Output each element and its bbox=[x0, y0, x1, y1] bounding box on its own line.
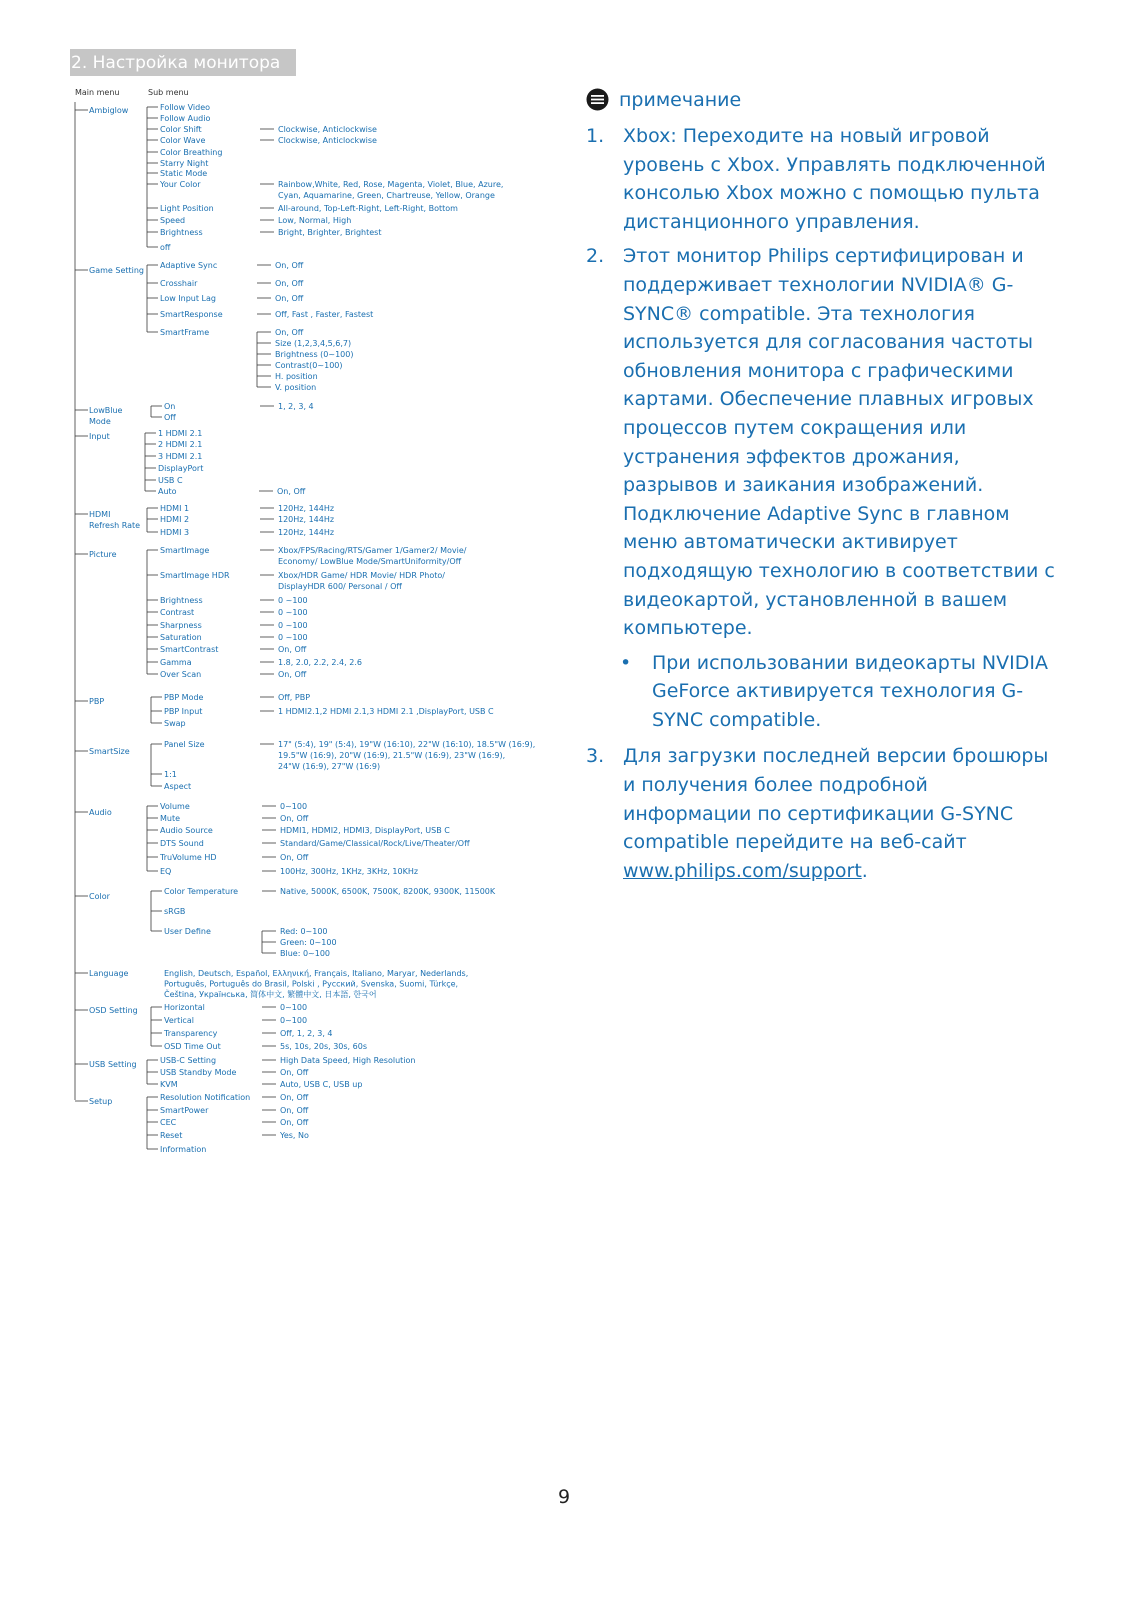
main-menu-item: USB Setting bbox=[89, 1060, 137, 1069]
sub-menu-item: 2 HDMI 2.1 bbox=[158, 440, 203, 449]
sub-menu-item: Color Breathing bbox=[160, 148, 223, 157]
main-menu-item: PBP bbox=[89, 697, 105, 706]
sub-menu-value: H. position bbox=[275, 372, 318, 381]
main-menu-item: Language bbox=[89, 969, 129, 978]
sub-menu-item: SmartPower bbox=[160, 1106, 209, 1115]
language-list: English, Deutsch, Español, Ελληνική, Français, Italiano, Maryar, Nederlands, bbox=[164, 969, 469, 978]
sub-menu-item: 1:1 bbox=[164, 770, 177, 779]
sub-menu-item: On bbox=[164, 402, 176, 411]
sub-menu-item: Gamma bbox=[160, 658, 192, 667]
sub-menu-item: Color Wave bbox=[160, 136, 206, 145]
sub-menu-item: Aspect bbox=[164, 782, 192, 791]
note-item-1 bbox=[586, 122, 1056, 236]
sub-menu-value: Clockwise, Anticlockwise bbox=[278, 125, 377, 134]
note-bullet bbox=[586, 649, 1056, 735]
sub-menu-item: USB C bbox=[158, 476, 183, 485]
note-text: Для загрузки последней версии брошюры и получения более подробной информации по сертификации G-SYNC compatible перейдите на веб-сайт bbox=[623, 745, 1049, 854]
sub-menu-value: On, Off bbox=[280, 1068, 309, 1077]
sub-menu-value: Xbox/FPS/Racing/RTS/Gamer 1/Gamer2/ Movie/ bbox=[278, 546, 467, 555]
sub-menu-item: Mute bbox=[160, 814, 181, 823]
sub-menu-item: off bbox=[160, 243, 171, 252]
sub-menu-item: PBP Input bbox=[164, 707, 203, 716]
sub-menu-value: 0~100 bbox=[280, 1016, 308, 1025]
note-text-tail: . bbox=[861, 859, 868, 882]
main-menu-item: LowBlue bbox=[89, 406, 123, 415]
sub-menu-item: Vertical bbox=[164, 1016, 194, 1025]
sub-menu-value: 1 HDMI2.1,2 HDMI 2.1,3 HDMI 2.1 ,DisplayPort, USB C bbox=[278, 707, 494, 716]
sub-menu-item: Panel Size bbox=[164, 740, 205, 749]
sub-menu-item: TruVolume HD bbox=[160, 853, 217, 862]
sub-menu-value: 0 ~100 bbox=[278, 596, 308, 605]
sub-menu-item: Auto bbox=[158, 487, 177, 496]
sub-menu-value: On, Off bbox=[280, 1093, 309, 1102]
main-menu-item: Input bbox=[89, 432, 110, 441]
sub-menu-item: DisplayPort bbox=[158, 464, 204, 473]
sub-menu-value: Brightness (0~100) bbox=[275, 350, 354, 359]
sub-menu-value: 100Hz, 300Hz, 1KHz, 3KHz, 10KHz bbox=[280, 867, 419, 876]
sub-menu-value: High Data Speed, High Resolution bbox=[280, 1056, 416, 1065]
sub-menu-item: 1 HDMI 2.1 bbox=[158, 429, 203, 438]
sub-menu-value: V. position bbox=[275, 383, 317, 392]
note-item-3 bbox=[586, 742, 1056, 885]
sub-menu-label: Sub menu bbox=[148, 88, 189, 97]
bullet-icon: • bbox=[620, 651, 632, 674]
sub-menu-item: Off bbox=[164, 413, 176, 422]
sub-menu-value: On, Off bbox=[275, 279, 304, 288]
sub-menu-item: Follow Audio bbox=[160, 114, 211, 123]
sub-menu-value: 120Hz, 144Hz bbox=[278, 515, 335, 524]
note-number: 3. bbox=[586, 745, 605, 768]
sub-menu-value: Rainbow,White, Red, Rose, Magenta, Violet, Blue, Azure, bbox=[278, 180, 504, 189]
sub-menu-item: Brightness bbox=[160, 596, 203, 605]
sub-menu-value: 1.8, 2.0, 2.2, 2.4, 2.6 bbox=[278, 658, 362, 667]
sub-menu-value: 1, 2, 3, 4 bbox=[278, 402, 314, 411]
sub-menu-value: 24"W (16:9), 27"W (16:9) bbox=[278, 762, 381, 771]
sub-menu-value: 19.5"W (16:9), 20"W (16:9), 21.5"W (16:9), 23"W (16:9), bbox=[278, 751, 506, 760]
language-list: Português, Português do Brasil, Polski , Русский, Svenska, Suomi, Türkçe, bbox=[164, 979, 459, 989]
sub-menu-item: SmartImage bbox=[160, 546, 210, 555]
sub-menu-item: Starry Night bbox=[160, 159, 209, 168]
note-bullet-text: При использовании видеокарты NVIDIA GeForce активируется технология G-SYNC compatible. bbox=[652, 651, 1048, 731]
sub-menu-item: KVM bbox=[160, 1080, 178, 1089]
sub-menu-value: Off, 1, 2, 3, 4 bbox=[280, 1029, 333, 1038]
sub-menu-value: DisplayHDR 600/ Personal / Off bbox=[278, 582, 402, 591]
osd-menu-tree bbox=[0, 0, 560, 1180]
language-list: Čeština, Українська, 简体中文, 繁體中文, 日本語, 한국어 bbox=[164, 990, 377, 999]
note-heading bbox=[586, 88, 741, 111]
sub-menu-item: Reset bbox=[160, 1131, 183, 1140]
main-menu-item: HDMI bbox=[89, 510, 111, 519]
sub-menu-value: On, Off bbox=[275, 261, 304, 270]
sub-menu-value: On, Off bbox=[275, 294, 304, 303]
note-text: Xbox: Переходите на новый игровой уровень с Xbox. Управлять подключенной консолью Xbox можно с помощью пульта дистанционного управления. bbox=[623, 125, 1046, 233]
sub-menu-value: Clockwise, Anticlockwise bbox=[278, 136, 377, 145]
main-menu-item: Ambiglow bbox=[89, 106, 129, 115]
note-text: Этот монитор Philips сертифицирован и поддерживает технологии NVIDIA® G-SYNC® compatible. Эта технология используется для согласования частоты обновления монитора с графическими картами. Обеспечение плавных игровых процессов путем сокращения или устранения эффектов дрожания, разрывов и заикания изображений. Подключение Adaptive Sync в главном меню автоматически активирует подходящую технологию в соответствии с видеокартой, установленной в вашем компьютере. bbox=[623, 245, 1055, 640]
sub-menu-item: Sharpness bbox=[160, 621, 202, 630]
sub-menu-item: SmartResponse bbox=[160, 310, 223, 319]
sub-menu-value: 0~100 bbox=[280, 1003, 308, 1012]
sub-menu-value: HDMI1, HDMI2, HDMI3, DisplayPort, USB C bbox=[280, 826, 450, 835]
sub-menu-item: Volume bbox=[160, 802, 190, 811]
sub-menu-item: Information bbox=[160, 1145, 207, 1154]
sub-menu-item: Contrast bbox=[160, 608, 195, 617]
sub-menu-item: Color Temperature bbox=[164, 887, 239, 896]
sub-menu-value: 0 ~100 bbox=[278, 633, 308, 642]
sub-menu-item: Follow Video bbox=[160, 103, 211, 112]
sub-menu-item: SmartFrame bbox=[160, 328, 210, 337]
sub-menu-value: 0 ~100 bbox=[278, 621, 308, 630]
sub-menu-value: Bright, Brighter, Brightest bbox=[278, 228, 382, 237]
sub-menu-value: Low, Normal, High bbox=[278, 216, 352, 225]
main-menu-item: Color bbox=[89, 892, 110, 901]
sub-menu-value: On, Off bbox=[280, 1118, 309, 1127]
page-title: 2. Настройка монитора bbox=[71, 53, 281, 73]
sub-menu-value: All-around, Top-Left-Right, Left-Right, Bottom bbox=[278, 204, 458, 213]
sub-menu-item: Resolution Notification bbox=[160, 1093, 251, 1102]
sub-menu-item: USB Standby Mode bbox=[160, 1068, 237, 1077]
sub-menu-value: Off, PBP bbox=[278, 693, 311, 702]
note-title: примечание bbox=[619, 88, 742, 111]
sub-menu-item: PBP Mode bbox=[164, 693, 204, 702]
sub-menu-value: Native, 5000K, 6500K, 7500K, 8200K, 9300K, 11500K bbox=[280, 887, 496, 896]
sub-menu-item: Static Mode bbox=[160, 169, 208, 178]
note-number: 2. bbox=[586, 245, 605, 268]
sub-menu-item: Transparency bbox=[164, 1029, 218, 1038]
sub-menu-item: Speed bbox=[160, 216, 186, 225]
sub-menu-item: HDMI 3 bbox=[160, 528, 190, 537]
sub-menu-value: 0~100 bbox=[280, 802, 308, 811]
main-menu-item-line2: Mode bbox=[89, 417, 111, 426]
sub-menu-item: OSD Time Out bbox=[164, 1042, 221, 1051]
sub-menu-value: On, Off bbox=[278, 645, 307, 654]
page-number: 9 bbox=[557, 1486, 571, 1508]
sub-menu-item: Light Position bbox=[160, 204, 214, 213]
sub-menu-value: Off, Fast , Faster, Fastest bbox=[275, 310, 374, 319]
sub-menu-value: 5s, 10s, 20s, 30s, 60s bbox=[280, 1042, 367, 1051]
note-number: 1. bbox=[586, 125, 605, 147]
sub-menu-value: Red: 0~100 bbox=[280, 927, 328, 936]
sub-menu-item: Over Scan bbox=[160, 670, 202, 679]
sub-menu-value: Auto, USB C, USB up bbox=[280, 1080, 363, 1089]
sub-menu-value: Blue: 0~100 bbox=[280, 949, 331, 958]
sub-menu-value: Green: 0~100 bbox=[280, 938, 337, 947]
sub-menu-item: Saturation bbox=[160, 633, 202, 642]
sub-menu-item: Audio Source bbox=[160, 826, 213, 835]
sub-menu-item: CEC bbox=[160, 1118, 177, 1127]
main-menu-item: Game Setting bbox=[89, 266, 145, 275]
sub-menu-item: HDMI 2 bbox=[160, 515, 190, 524]
sub-menu-value: 120Hz, 144Hz bbox=[278, 504, 335, 513]
sub-menu-item: 3 HDMI 2.1 bbox=[158, 452, 203, 461]
sub-menu-value: Cyan, Aquamarine, Green, Chartreuse, Yellow, Orange bbox=[278, 191, 495, 200]
sub-menu-item: Crosshair bbox=[160, 279, 198, 288]
note-list bbox=[586, 122, 1056, 891]
main-menu-item: Setup bbox=[89, 1097, 113, 1106]
main-menu-item-line2: Refresh Rate bbox=[89, 521, 141, 530]
sub-menu-value: Yes, No bbox=[280, 1131, 309, 1140]
sub-menu-item: USB-C Setting bbox=[160, 1056, 217, 1065]
sub-menu-item: sRGB bbox=[164, 907, 186, 916]
main-menu-item: Audio bbox=[89, 808, 112, 817]
main-menu-item: SmartSize bbox=[89, 747, 130, 756]
sub-menu-value: Contrast(0~100) bbox=[275, 361, 343, 370]
sub-menu-value: On, Off bbox=[278, 670, 307, 679]
sub-menu-value: Xbox/HDR Game/ HDR Movie/ HDR Photo/ bbox=[278, 571, 445, 580]
main-menu-item: OSD Setting bbox=[89, 1006, 138, 1015]
sub-menu-item: SmartImage HDR bbox=[160, 571, 230, 580]
sub-menu-value: 0 ~100 bbox=[278, 608, 308, 617]
sub-menu-item: Your Color bbox=[160, 180, 201, 189]
sub-menu-item: Adaptive Sync bbox=[160, 261, 218, 270]
sub-menu-value: On, Off bbox=[280, 853, 309, 862]
sub-menu-value: On, Off bbox=[280, 1106, 309, 1115]
sub-menu-item: DTS Sound bbox=[160, 839, 204, 848]
sub-menu-item: HDMI 1 bbox=[160, 504, 190, 513]
sub-menu-item: Horizontal bbox=[164, 1003, 205, 1012]
sub-menu-value: On, Off bbox=[275, 328, 304, 337]
sub-menu-value: 17" (5:4), 19" (5:4), 19"W (16:10), 22"W (16:10), 18.5"W (16:9), bbox=[278, 740, 536, 749]
note-icon bbox=[586, 88, 609, 111]
main-menu-item: Picture bbox=[89, 550, 117, 559]
sub-menu-value: Standard/Game/Classical/Rock/Live/Theater/Off bbox=[280, 839, 470, 848]
main-menu-label: Main menu bbox=[75, 88, 120, 97]
sub-menu-item: EQ bbox=[160, 867, 172, 876]
note-item-2 bbox=[586, 242, 1056, 642]
sub-menu-item: Color Shift bbox=[160, 125, 202, 134]
sub-menu-value: On, Off bbox=[277, 487, 306, 496]
sub-menu-value: 120Hz, 144Hz bbox=[278, 528, 335, 537]
sub-menu-value: Size (1,2,3,4,5,6,7) bbox=[275, 339, 352, 348]
sub-menu-item: SmartContrast bbox=[160, 645, 219, 654]
sub-menu-item: Low Input Lag bbox=[160, 294, 216, 303]
sub-menu-item: Brightness bbox=[160, 228, 203, 237]
sub-menu-item: Swap bbox=[164, 719, 186, 728]
sub-menu-item: User Define bbox=[164, 927, 211, 936]
sub-menu-value: Economy/ LowBlue Mode/SmartUniformity/Off bbox=[278, 557, 462, 566]
support-link[interactable]: www.philips.com/support bbox=[623, 859, 862, 882]
sub-menu-value: On, Off bbox=[280, 814, 309, 823]
